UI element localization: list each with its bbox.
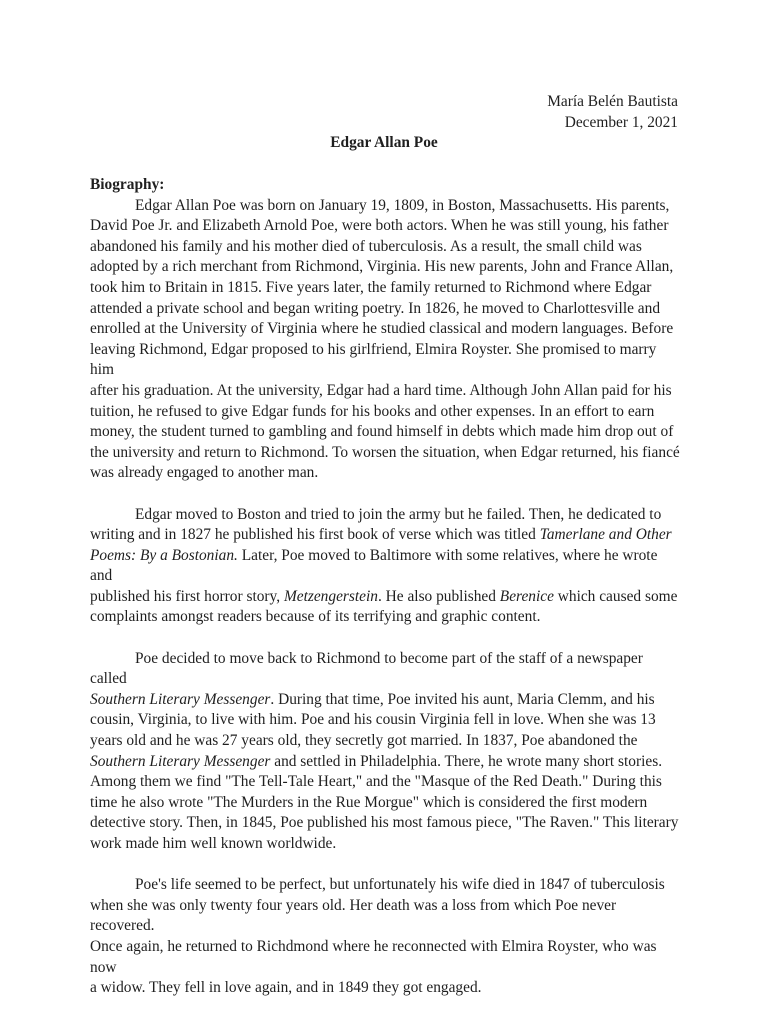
paragraph-2-text-a: Edgar moved to Boston and tried to join the army but he failed. Then, he dedicated to writing and in 1827 he published his first book of verse which was titled <box>90 505 662 544</box>
paragraph-2 <box>90 505 682 629</box>
document-header <box>547 92 678 133</box>
paragraph-2-text-b: Later, Poe moved to Baltimore with some relatives, where he wrote and published his first horror story, <box>90 546 658 605</box>
document-date: December 1, 2021 <box>564 113 678 131</box>
newspaper-title-2: Southern Literary Messenger <box>90 752 271 770</box>
paragraph-4: Poe's life seemed to be perfect, but unfortunately his wife died in 1847 of tuberculosis when she was only twenty four years old. Her death was a loss from which Poe never recovered. Once again, he returned to Richdmond where he reconnected with Elmira Royster, who was now a widow. They fell in love again, and in 1849 they got engaged. <box>90 876 665 997</box>
paragraph-3-text-b: . During that time, Poe invited his aunt, Maria Clemm, and his cousin, Virginia, to live with him. Poe and his cousin Virginia fell in love. When she was 13 years old and he was 27 years old, they secretly got married. In 1837, Poe abandoned the <box>90 690 656 750</box>
paragraph-2-text-d: which caused some complaints amongst readers because of its terrifying and graphic content. <box>90 587 678 626</box>
section-label-biography: Biography: <box>90 176 165 193</box>
story-title-berenice: Berenice <box>499 587 554 605</box>
paragraph-3-text-c: and settled in Philadelphia. There, he wrote many short stories. Among them we find "The Tell-Tale Heart," and the "Masque of the Red Death." During this time he also wrote "The Murders in the Rue Morgue" which is considered the first modern detective story. Then, in 1845, Poe published his most famous piece, "The Raven." This literary work made him well known worldwide. <box>90 752 679 852</box>
newspaper-title-1: Southern Literary Messenger <box>90 690 271 708</box>
document-body <box>90 175 682 1019</box>
paragraph-3 <box>90 649 682 855</box>
book-title-tamerlane: Tamerlane and Other Poems: By a Bostonian. <box>90 526 672 564</box>
paragraph-1: Edgar Allan Poe was born on January 19, 1809, in Boston, Massachusetts. His parents, David Poe Jr. and Elizabeth Arnold Poe, were both actors. When he was still young, his father abandoned his family and his mother died of tuberculosis. As a result, the small child was adopted by a rich merchant from Richmond, Virginia. His new parents, John and France Allan, took him to Britain in 1815. Five years later, the family returned to Richmond where Edgar attended a private school and began writing poetry. In 1826, he moved to Charlottesville and enrolled at the University of Virginia where he studied classical and modern languages. Before leaving Richmond, Edgar proposed to his girlfriend, Elmira Royster. She promised to marry him after his graduation. At the university, Edgar had a hard time. Although John Allan paid for his tuition, he refused to give Edgar funds for his books and other expenses. In an effort to earn money, the student turned to gambling and found himself in debts which made him drop out of the university and return to Richmond. To worsen the situation, when Edgar returned, his fiancé was already engaged to another man. <box>90 196 680 482</box>
paragraph-2-text-c: . He also published <box>377 587 500 605</box>
author-name: María Belén Bautista <box>547 93 678 110</box>
paragraph-3-text-a: Poe decided to move back to Richmond to become part of the staff of a newspaper called <box>90 649 643 688</box>
document-title: Edgar Allan Poe <box>330 134 438 151</box>
story-title-metzengerstein: Metzengerstein <box>283 587 378 605</box>
